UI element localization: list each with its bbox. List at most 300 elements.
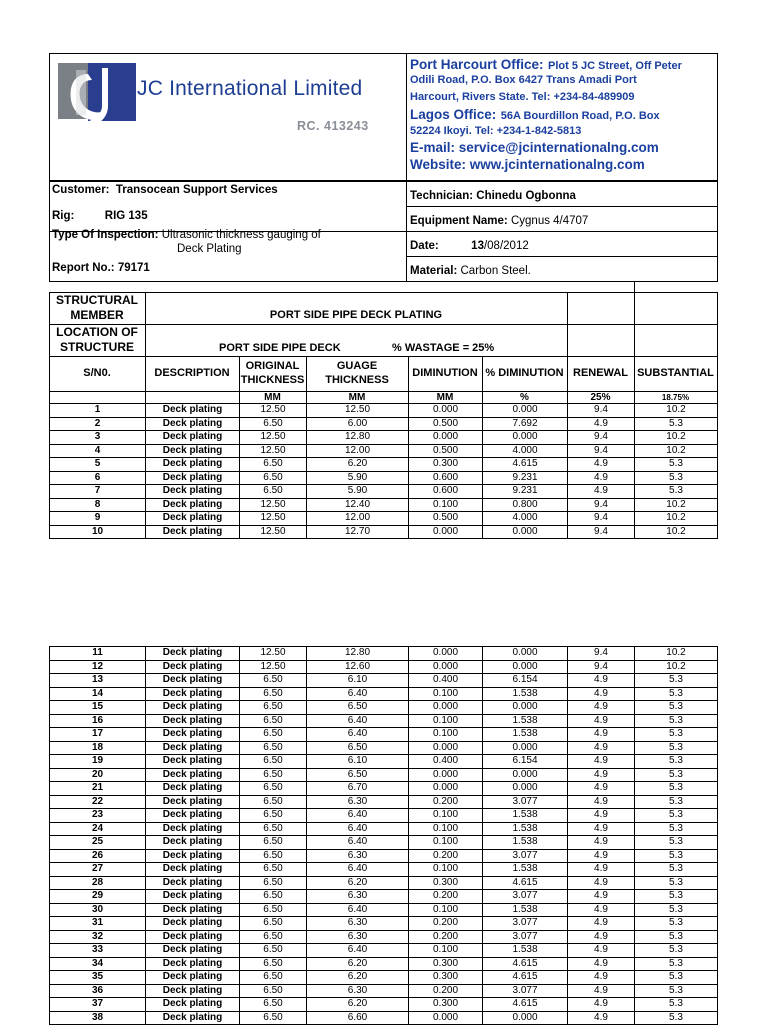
cell-description: Deck plating [146,822,240,836]
col-original-header [239,359,306,387]
cell-description: Deck plating [146,930,240,944]
table-row [50,944,718,958]
cell-diminution: 0.000 [409,431,483,445]
cell-description: Deck plating [146,971,240,985]
cell-sno: 20 [50,768,146,782]
cell-guage-thickness: 12.80 [307,431,409,445]
structural-member-value: PORT SIDE PIPE DECK PLATING [269,309,443,321]
cell-pct-diminution: 0.000 [483,431,568,445]
cell-guage-thickness: 6.40 [307,714,409,728]
cell-substantial: 5.3 [635,984,718,998]
cell-pct-diminution: 6.154 [483,674,568,688]
cell-guage-thickness: 6.30 [307,930,409,944]
cell-substantial: 10.2 [635,404,718,418]
cell-original-thickness: 12.50 [240,404,307,418]
cell-substantial: 5.3 [635,849,718,863]
date-rest: /08/2012 [483,240,529,252]
cell-substantial: 5.3 [635,1011,718,1025]
cell-pct-diminution: 1.538 [483,809,568,823]
cell-diminution: 0.300 [409,458,483,472]
unit-pct: % [520,392,529,403]
cell-description: Deck plating [146,525,240,539]
cell-description: Deck plating [146,755,240,769]
cell-renewal: 4.9 [568,687,635,701]
cell-diminution: 0.000 [409,741,483,755]
cell-renewal: 9.4 [568,660,635,674]
cell-pct-diminution: 1.538 [483,944,568,958]
cell-sno: 25 [50,836,146,850]
structural-member-heading-l1: STRUCTURAL [56,293,138,307]
table-row [50,849,718,863]
cell-description: Deck plating [146,890,240,904]
structural-member-heading-l2: MEMBER [70,308,124,322]
cell-renewal: 9.4 [568,525,635,539]
cell-pct-diminution: 1.538 [483,863,568,877]
cell-description: Deck plating [146,647,240,661]
cell-original-thickness: 6.50 [240,957,307,971]
cell-diminution: 0.000 [409,701,483,715]
cell-diminution: 0.000 [409,525,483,539]
cell-description: Deck plating [146,431,240,445]
cell-original-thickness: 6.50 [240,701,307,715]
cell-sno: 12 [50,660,146,674]
cell-substantial: 10.2 [635,444,718,458]
cell-diminution: 0.300 [409,957,483,971]
report-field [52,262,150,274]
table-row [50,647,718,661]
cell-renewal: 4.9 [568,984,635,998]
cell-description: Deck plating [146,417,240,431]
cell-description: Deck plating [146,903,240,917]
cell-original-thickness: 6.50 [240,836,307,850]
cell-original-thickness: 6.50 [240,903,307,917]
cell-description: Deck plating [146,485,240,499]
info-rule [49,281,718,282]
cell-guage-thickness: 6.40 [307,809,409,823]
cell-diminution: 0.100 [409,944,483,958]
cell-sno: 11 [50,647,146,661]
cell-pct-diminution: 0.000 [483,701,568,715]
cell-substantial: 5.3 [635,876,718,890]
cell-pct-diminution: 4.615 [483,957,568,971]
cell-pct-diminution: 6.154 [483,755,568,769]
cell-guage-thickness: 12.40 [307,498,409,512]
cell-guage-thickness: 6.40 [307,687,409,701]
cell-pct-diminution: 4.000 [483,444,568,458]
table-row [50,728,718,742]
cell-guage-thickness: 6.00 [307,417,409,431]
cell-sno: 17 [50,728,146,742]
cell-sno: 7 [50,485,146,499]
cell-substantial: 5.3 [635,836,718,850]
cell-diminution: 0.000 [409,1011,483,1025]
cell-description: Deck plating [146,998,240,1012]
info-rule [406,256,718,257]
cell-renewal: 4.9 [568,849,635,863]
cell-description: Deck plating [146,674,240,688]
cell-sno: 3 [50,431,146,445]
cell-original-thickness: 6.50 [240,917,307,931]
lagos-office-address-1: 56A Bourdillon Road, P.O. Box [500,110,660,122]
cell-description: Deck plating [146,849,240,863]
cell-guage-thickness: 6.20 [307,458,409,472]
cell-diminution: 0.100 [409,687,483,701]
cell-sno: 38 [50,1011,146,1025]
cell-renewal: 4.9 [568,944,635,958]
col-original-header-l2: THICKNESS [240,374,305,386]
cell-original-thickness: 6.50 [240,984,307,998]
info-border-mid [406,181,407,281]
table-row [50,809,718,823]
table-row [50,971,718,985]
cell-sno: 27 [50,863,146,877]
cell-pct-diminution: 1.538 [483,903,568,917]
col-guage-header-l1: GUAGE [336,360,378,372]
table-row [50,795,718,809]
cell-substantial: 5.3 [635,471,718,485]
cell-diminution: 0.100 [409,498,483,512]
cell-guage-thickness: 6.20 [307,876,409,890]
cell-guage-thickness: 6.30 [307,917,409,931]
cell-diminution: 0.200 [409,930,483,944]
cell-guage-thickness: 6.60 [307,1011,409,1025]
table-row [50,863,718,877]
cell-description: Deck plating [146,741,240,755]
cell-substantial: 10.2 [635,498,718,512]
table-row [50,984,718,998]
material-value: Carbon Steel. [460,265,531,277]
cell-pct-diminution: 0.000 [483,525,568,539]
cell-substantial: 5.3 [635,755,718,769]
cell-substantial: 5.3 [635,728,718,742]
cell-renewal: 4.9 [568,755,635,769]
cell-substantial: 5.3 [635,782,718,796]
cell-sno: 14 [50,687,146,701]
cell-diminution: 0.200 [409,984,483,998]
structural-member-heading [49,293,145,323]
cell-sno: 34 [50,957,146,971]
info-border-right [717,181,718,281]
cell-description: Deck plating [146,404,240,418]
info-rule-top [49,181,718,182]
cell-pct-diminution: 7.692 [483,417,568,431]
cell-pct-diminution: 0.000 [483,768,568,782]
cell-renewal: 4.9 [568,1011,635,1025]
cell-original-thickness: 6.50 [240,795,307,809]
table-row [50,957,718,971]
cell-sno: 8 [50,498,146,512]
cell-guage-thickness: 6.30 [307,849,409,863]
cell-pct-diminution: 0.000 [483,1011,568,1025]
cell-diminution: 0.400 [409,674,483,688]
cell-renewal: 4.9 [568,822,635,836]
cell-renewal: 4.9 [568,890,635,904]
ph-office-address-3: Harcourt, Rivers State. Tel: +234-84-489909 [410,91,635,103]
cell-substantial: 5.3 [635,944,718,958]
cell-renewal: 4.9 [568,701,635,715]
cell-sno: 36 [50,984,146,998]
table-row [50,755,718,769]
cell-substantial: 5.3 [635,957,718,971]
cell-diminution: 0.600 [409,485,483,499]
cell-guage-thickness: 12.80 [307,647,409,661]
table-row [50,458,718,472]
cell-guage-thickness: 12.00 [307,512,409,526]
cell-pct-diminution: 4.615 [483,876,568,890]
cell-sno: 24 [50,822,146,836]
cell-diminution: 0.400 [409,755,483,769]
cell-original-thickness: 6.50 [240,458,307,472]
cell-description: Deck plating [146,782,240,796]
cell-substantial: 5.3 [635,971,718,985]
col-guage-header-l2: THICKNESS [325,374,389,386]
table-row [50,998,718,1012]
material-label: Material: [410,265,458,277]
cell-original-thickness: 6.50 [240,674,307,688]
cell-renewal: 9.4 [568,647,635,661]
rig-field [52,210,148,222]
cell-renewal: 4.9 [568,714,635,728]
cell-original-thickness: 6.50 [240,971,307,985]
cell-renewal: 9.4 [568,431,635,445]
cell-pct-diminution: 4.000 [483,512,568,526]
cell-original-thickness: 12.50 [240,512,307,526]
info-rule [406,206,718,207]
table-row [50,903,718,917]
lagos-office-line1 [410,106,660,124]
cell-pct-diminution: 0.000 [483,404,568,418]
cell-description: Deck plating [146,498,240,512]
cell-original-thickness: 12.50 [240,647,307,661]
report-label: Report No.: [52,262,115,274]
cell-renewal: 4.9 [568,836,635,850]
cell-diminution: 0.200 [409,795,483,809]
cell-pct-diminution: 4.615 [483,458,568,472]
col-description-header: DESCRIPTION [154,367,230,379]
letterhead-divider [406,53,407,181]
table-rule [634,292,635,404]
cell-original-thickness: 6.50 [240,930,307,944]
cell-sno: 21 [50,782,146,796]
cell-substantial: 5.3 [635,714,718,728]
cell-description: Deck plating [146,944,240,958]
cell-diminution: 0.100 [409,809,483,823]
table-row [50,890,718,904]
cell-description: Deck plating [146,768,240,782]
cell-guage-thickness: 6.30 [307,795,409,809]
equipment-label: Equipment Name: [410,215,508,227]
cell-renewal: 4.9 [568,998,635,1012]
cell-diminution: 0.000 [409,660,483,674]
cell-description: Deck plating [146,471,240,485]
cell-guage-thickness: 6.40 [307,836,409,850]
cell-description: Deck plating [146,458,240,472]
table-row [50,836,718,850]
table-rule [49,324,718,325]
date-day: 13 [471,240,484,252]
inspection-field [52,229,321,241]
cell-substantial: 5.3 [635,674,718,688]
cell-renewal: 4.9 [568,485,635,499]
cell-original-thickness: 6.50 [240,863,307,877]
cell-guage-thickness: 12.70 [307,525,409,539]
ph-office-address-2: Odili Road, P.O. Box 6427 Trans Amadi Port [410,74,637,86]
cell-substantial: 5.3 [635,890,718,904]
cell-renewal: 4.9 [568,863,635,877]
table-row [50,417,718,431]
cell-diminution: 0.100 [409,822,483,836]
cell-guage-thickness: 6.40 [307,728,409,742]
cell-original-thickness: 12.50 [240,444,307,458]
cell-guage-thickness: 6.10 [307,755,409,769]
inspection-value-2: Deck Plating [177,243,242,255]
cell-guage-thickness: 6.20 [307,998,409,1012]
cell-pct-diminution: 1.538 [483,728,568,742]
cell-guage-thickness: 6.40 [307,903,409,917]
info-border-left [49,181,50,281]
cell-original-thickness: 6.50 [240,998,307,1012]
cell-renewal: 4.9 [568,795,635,809]
table-row [50,471,718,485]
cell-description: Deck plating [146,795,240,809]
customer-value: Transocean Support Services [115,184,278,196]
cell-sno: 2 [50,417,146,431]
cell-original-thickness: 6.50 [240,714,307,728]
cell-original-thickness: 6.50 [240,728,307,742]
cell-sno: 10 [50,525,146,539]
cell-guage-thickness: 6.20 [307,957,409,971]
cell-sno: 32 [50,930,146,944]
cell-diminution: 0.200 [409,917,483,931]
rig-label: Rig: [52,210,75,222]
inspection-value-1: Ultrasonic thickness gauging of [161,229,321,241]
cell-original-thickness: 6.50 [240,741,307,755]
cell-sno: 29 [50,890,146,904]
lagos-office-address-2: 52224 Ikoyi. Tel: +234-1-842-5813 [410,125,582,137]
cell-original-thickness: 6.50 [240,890,307,904]
cell-sno: 9 [50,512,146,526]
cell-original-thickness: 12.50 [240,525,307,539]
inspection-label: Type Of Inspection: [52,229,159,241]
cell-sno: 4 [50,444,146,458]
cell-renewal: 4.9 [568,471,635,485]
unit-original: MM [264,392,281,403]
cell-pct-diminution: 1.538 [483,822,568,836]
cell-diminution: 0.000 [409,768,483,782]
cell-description: Deck plating [146,809,240,823]
cell-pct-diminution: 0.000 [483,741,568,755]
table-row [50,876,718,890]
rc-number: RC. 413243 [297,119,369,133]
cell-pct-diminution: 1.538 [483,714,568,728]
cell-original-thickness: 6.50 [240,755,307,769]
customer-field [52,184,278,196]
cell-guage-thickness: 6.30 [307,984,409,998]
cell-guage-thickness: 6.50 [307,701,409,715]
email-link[interactable]: E-mail: service@jcinternationalng.com [410,140,659,155]
cell-diminution: 0.100 [409,836,483,850]
cell-guage-thickness: 6.50 [307,768,409,782]
cell-sno: 16 [50,714,146,728]
cell-pct-diminution: 1.538 [483,687,568,701]
equipment-value: Cygnus 4/4707 [510,215,589,227]
report-number: 79171 [117,262,150,274]
cell-diminution: 0.200 [409,849,483,863]
cell-guage-thickness: 6.40 [307,863,409,877]
cell-renewal: 9.4 [568,498,635,512]
cell-renewal: 4.9 [568,741,635,755]
location-heading-l2: STRUCTURE [60,340,134,354]
cell-renewal: 4.9 [568,876,635,890]
cell-sno: 22 [50,795,146,809]
cell-renewal: 9.4 [568,512,635,526]
cell-sno: 13 [50,674,146,688]
cell-description: Deck plating [146,836,240,850]
cell-renewal: 9.4 [568,404,635,418]
cell-description: Deck plating [146,957,240,971]
cell-renewal: 9.4 [568,444,635,458]
table-row [50,660,718,674]
cell-renewal: 4.9 [568,417,635,431]
table-rule [634,281,635,292]
cell-guage-thickness: 12.50 [307,404,409,418]
cell-substantial: 10.2 [635,431,718,445]
ph-office-line1 [410,56,682,74]
table-row [50,917,718,931]
cell-substantial: 10.2 [635,512,718,526]
cell-substantial: 5.3 [635,701,718,715]
cell-sno: 37 [50,998,146,1012]
cell-substantial: 5.3 [635,741,718,755]
table-row [50,404,718,418]
cell-original-thickness: 12.50 [240,431,307,445]
table-row [50,741,718,755]
cell-pct-diminution: 0.000 [483,782,568,796]
cell-substantial: 5.3 [635,417,718,431]
website-link[interactable]: Website: www.jcinternationalng.com [410,157,645,172]
cell-original-thickness: 6.50 [240,782,307,796]
table-rule [567,292,568,404]
cell-renewal: 4.9 [568,971,635,985]
cell-renewal: 4.9 [568,728,635,742]
cell-guage-thickness: 6.40 [307,822,409,836]
cell-diminution: 0.300 [409,998,483,1012]
cell-sno: 30 [50,903,146,917]
col-diminution-header: DIMINUTION [412,367,478,379]
cell-sno: 18 [50,741,146,755]
cell-pct-diminution: 3.077 [483,795,568,809]
cell-description: Deck plating [146,728,240,742]
location-heading-l1: LOCATION OF [56,325,138,339]
table-row [50,525,718,539]
cell-renewal: 4.9 [568,957,635,971]
cell-pct-diminution: 3.077 [483,849,568,863]
technician-field [410,190,576,202]
table-row [50,1011,718,1025]
cell-original-thickness: 12.50 [240,660,307,674]
cell-guage-thickness: 5.90 [307,485,409,499]
cell-original-thickness: 6.50 [240,876,307,890]
cell-substantial: 5.3 [635,809,718,823]
cell-pct-diminution: 9.231 [483,485,568,499]
cell-renewal: 4.9 [568,917,635,931]
equipment-field [410,215,588,227]
cell-diminution: 0.300 [409,971,483,985]
cell-renewal: 4.9 [568,903,635,917]
cell-substantial: 5.3 [635,687,718,701]
cell-description: Deck plating [146,444,240,458]
cell-sno: 28 [50,876,146,890]
